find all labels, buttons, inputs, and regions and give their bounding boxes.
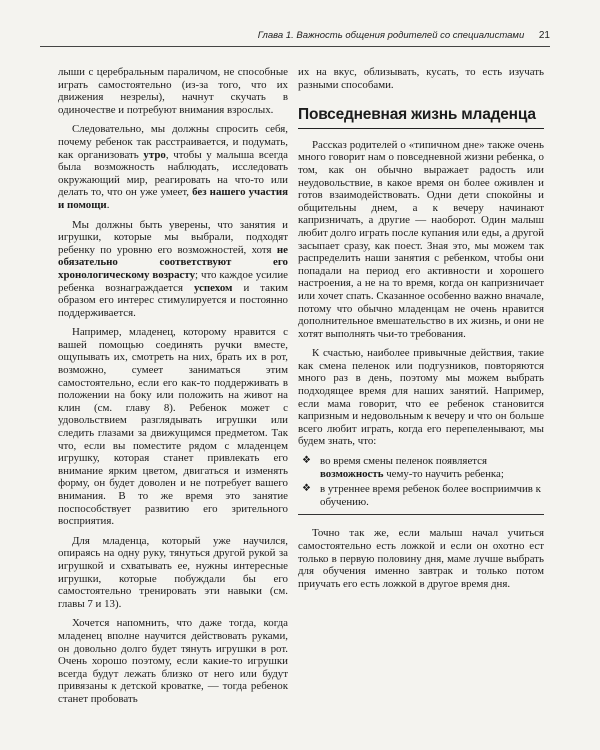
paragraph: Хочется напомнить, что даже тогда, когда младенец вполне научится действовать руками, он довольно долго будет тянуть игрушки в рот. Очень хорошо поэтому, если какие-то игрушки всегда будут лежать близко от него или будут привязаны к детской кроватке, — тогда ребенок станет пробовать	[58, 617, 288, 705]
diamond-bullet-icon: ❖	[302, 455, 311, 467]
list-item: ❖ в утреннее время ребенок более восприимчив к обучению.	[302, 483, 541, 508]
divider	[298, 514, 544, 515]
right-column	[298, 66, 544, 597]
section-heading: Повседневная жизнь младенца	[298, 109, 544, 129]
paragraph: К счастью, наиболее привычные действия, такие как смена пеленок или подгузников, повторяются много раз в день, поэтому мы можем выбрать подходящее время для наших занятий. Например, если мама говорит, что ее ребенок становится капризным и недовольным к вечеру и что он больше всего любит играть, когда его перепеленывают, мы будем знать, что:	[298, 347, 544, 448]
emphasis: не обязательно соответствуют его хронологическому возрасту	[58, 243, 288, 281]
chapter-title: Глава 1. Важность общения родителей со специалистами	[257, 30, 525, 41]
running-header	[40, 30, 550, 46]
paragraph: Мы должны быть уверены, что занятия и игрушки, которые мы выбрали, подходят ребенку по уровню его возможностей, хотя не обязательно соответствуют его хронологическому возрасту; что каждое усилие ребенка вознаграждается успехом и таким образом его интерес стимулируется и постоянно поддерживается.	[58, 218, 289, 319]
list-item: ❖ во время смены пеленок появляется возможность чему-то научить ребенка;	[302, 455, 504, 480]
paragraph: Точно так же, если малыш начал учиться самостоятельно есть ложкой и если он охотно ест только в первую половину дня, маме лучше выбрать для обучения именно завтрак и только потом приучать его есть ложкой в другое время дня.	[298, 527, 544, 590]
paragraph: лыши с церебральным параличом, не способные играть самостоятельно (из-за того, что их движения незрелы), начнут скучать в одиночестве и потребуют внимания взрослых.	[58, 66, 288, 116]
paragraph: Следовательно, мы должны спросить себя, почему ребенок так расстраивается, и подумать, как организовать утро, чтобы у малыша всегда была возможность наблюдать, исследовать окружающий мир, реагировать на что-то или делать то, что он уже умеет, без нашего участия и помощи.	[58, 123, 288, 211]
left-column	[58, 66, 288, 713]
emphasis: успехом	[193, 281, 233, 294]
diamond-bullet-icon: ❖	[302, 483, 311, 495]
emphasis: возможность	[320, 467, 384, 480]
emphasis: без нашего участия и помощи	[58, 186, 288, 211]
paragraph: Например, младенец, которому нравится с вашей помощью соединять ручки вместе, ощупывать их, смотреть на них, брать их в рот, возможно, сумеет заниматься этим самостоятельно, если его как-то поддерживать в положении на боку или положить на живот на клин (см. главу 8). Ребенок может с удовольствием разглядывать игрушки или следить глазами за движущимся предметом. Так что, если вы поместите рядом с младенцем игрушку, которая станет привлекать его внимание ярким цветом, двигаться и изменять форму, он будет доволен и не потребует вашего внимания. В то же время это занятие поспособствует развитию его зрительного восприятия.	[58, 326, 288, 528]
paragraph: Для младенца, который уже научился, опираясь на одну руку, тянуться другой рукой за игрушкой и схватывать ее, нужны интересные игрушки, которые побуждали бы его самостоятельно тренировать эти навыки (см. главы 7 и 13).	[58, 534, 288, 610]
header-rule	[40, 46, 550, 47]
bullet-list	[298, 455, 544, 508]
page-number: 21	[538, 30, 550, 41]
emphasis: утро	[143, 148, 166, 161]
paragraph: Рассказ родителей о «типичном дне» также очень много говорит нам о повседневной жизни ребенка, о том, как он обычно выражает радость или неудовольствие, в какое время он более оживлен и готов взаимодействовать. Одни дети спокойны и общительны днем, а к вечеру начинают капризничать, а другие — наоборот. Один малыш любит долго играть после купания или еды, а другой засыпает сразу, как поест. Зная это, мы можем так распределить наши занятия с ребенком, чтобы они попадали на период его активности и хорошего настроения, а не на то время, когда он капризничает или хочет спать. Сказанное особенно важно вначале, потому что обычно младенцам не очень нравится дополнительное вмешательство в их жизнь, и они не хотят выполнять чьи-то требования.	[298, 138, 544, 340]
paragraph: их на вкус, облизывать, кусать, то есть изучать разными способами.	[298, 66, 544, 91]
